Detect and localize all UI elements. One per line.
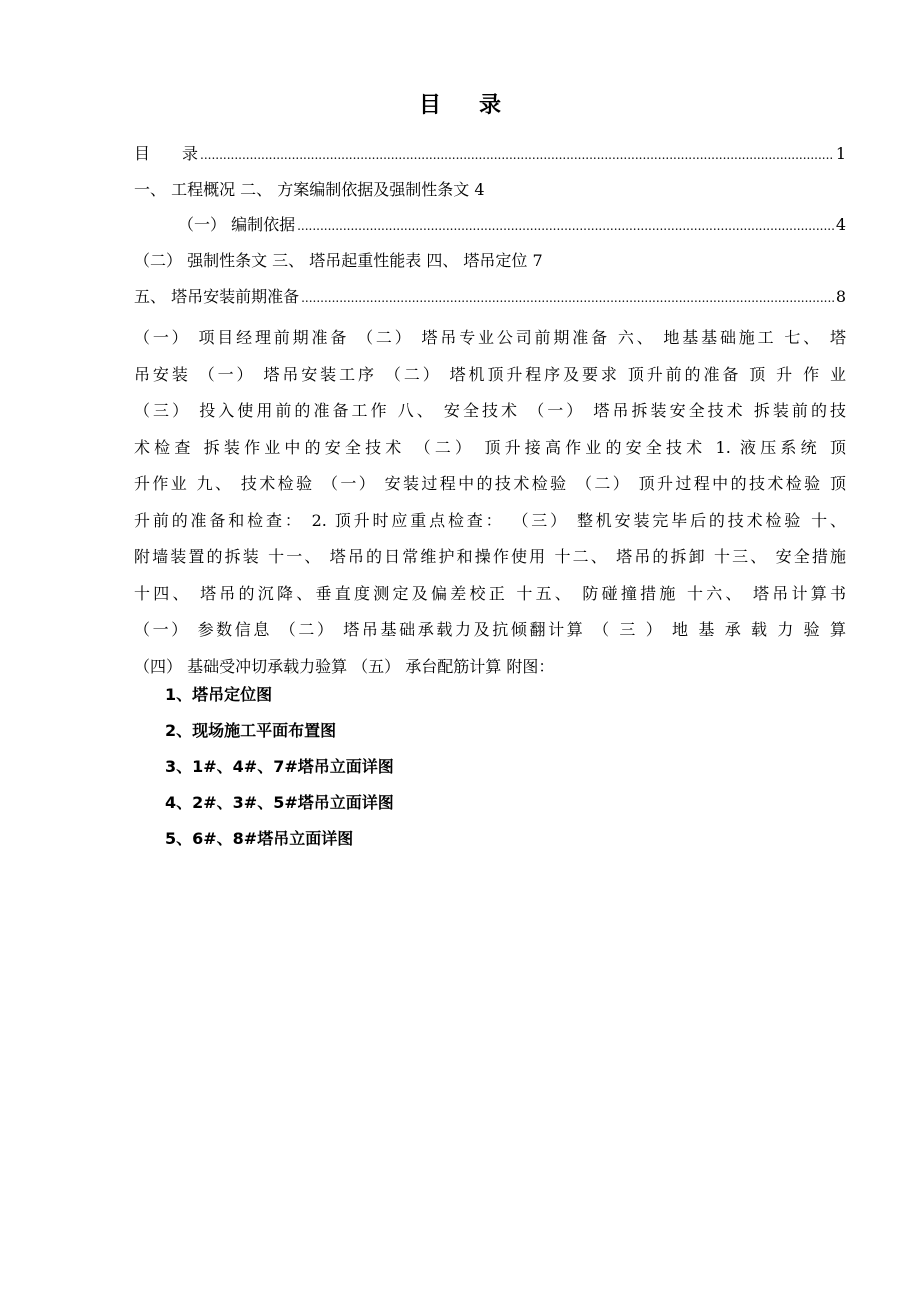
appendix-item[interactable]: 3、1#、4#、7#塔吊立面详图 xyxy=(165,757,394,776)
toc-entry-label: 五、 塔吊安装前期准备 xyxy=(134,287,300,306)
toc-run-on-paragraph xyxy=(134,320,846,685)
toc-text-row[interactable]: 附墙装置的拆装 十一、 塔吊的日常维护和操作使用 十二、 塔吊的拆卸 十三、 安全措施 xyxy=(134,547,846,566)
toc-text-row[interactable]: （四） 基础受冲切承载力验算 （五） 承台配筋计算 附图： xyxy=(134,656,555,676)
toc-text-row[interactable]: （一） 参数信息 （二） 塔吊基础承载力及抗倾翻计算 （ 三 ） 地 基 承 载 力 验 算 xyxy=(134,620,846,639)
toc-text-row[interactable]: 升前的准备和检查： 2. 顶升时应重点检查： （三） 整机安装完毕后的技术检验 十、 xyxy=(134,510,846,530)
toc-entry-basis[interactable] xyxy=(178,215,846,236)
toc-entry-preparation[interactable] xyxy=(134,287,846,308)
toc-text-row[interactable]: （一） 项目经理前期准备 （二） 塔吊专业公司前期准备 六、 地基基础施工 七、 塔 xyxy=(134,328,846,347)
toc-entry-mandatory[interactable] xyxy=(134,251,543,271)
toc-entry-label: 目 录 xyxy=(134,144,199,163)
toc-entry-page: 8 xyxy=(835,287,846,306)
toc-leader-dots xyxy=(200,145,834,165)
toc-entry-label: （一） 编制依据 xyxy=(178,215,296,234)
toc-entry-overview[interactable] xyxy=(134,180,485,200)
toc-entry-page: 4 xyxy=(835,215,846,234)
toc-text-row[interactable]: 术检查 拆装作业中的安全技术 （二） 顶升接高作业的安全技术 1. 液压系统 顶 xyxy=(134,437,846,457)
toc-leader-dots xyxy=(301,288,834,308)
toc-entry-contents[interactable] xyxy=(134,144,846,165)
toc-entry-label: 一、 工程概况 二、 方案编制依据及强制性条文 4 xyxy=(134,180,485,199)
appendix-item[interactable]: 4、2#、3#、5#塔吊立面详图 xyxy=(165,793,394,812)
toc-text-row[interactable]: （三） 投入使用前的准备工作 八、 安全技术 （一） 塔吊拆装安全技术 拆装前的技 xyxy=(134,401,846,420)
page-title: 目录 xyxy=(418,93,539,118)
toc-leader-dots xyxy=(297,216,834,236)
appendix-item[interactable]: 5、6#、8#塔吊立面详图 xyxy=(165,829,354,848)
toc-entry-page: 1 xyxy=(835,144,846,163)
toc-text-row[interactable]: 升作业 九、 技术检验 （一） 安装过程中的技术检验 （二） 顶升过程中的技术检验 顶 xyxy=(134,474,846,493)
appendix-item[interactable]: 2、现场施工平面布置图 xyxy=(165,721,337,740)
appendix-item[interactable]: 1、塔吊定位图 xyxy=(165,685,273,704)
toc-text-row[interactable]: 十四、 塔吊的沉降、垂直度测定及偏差校正 十五、 防碰撞措施 十六、 塔吊计算书 xyxy=(134,583,846,603)
toc-text-row[interactable]: 吊安装 （一） 塔吊安装工序 （二） 塔机顶升程序及要求 顶升前的准备 顶 升 作 业 xyxy=(134,364,846,384)
toc-entry-label: （二） 强制性条文 三、 塔吊起重性能表 四、 塔吊定位 7 xyxy=(134,251,543,270)
